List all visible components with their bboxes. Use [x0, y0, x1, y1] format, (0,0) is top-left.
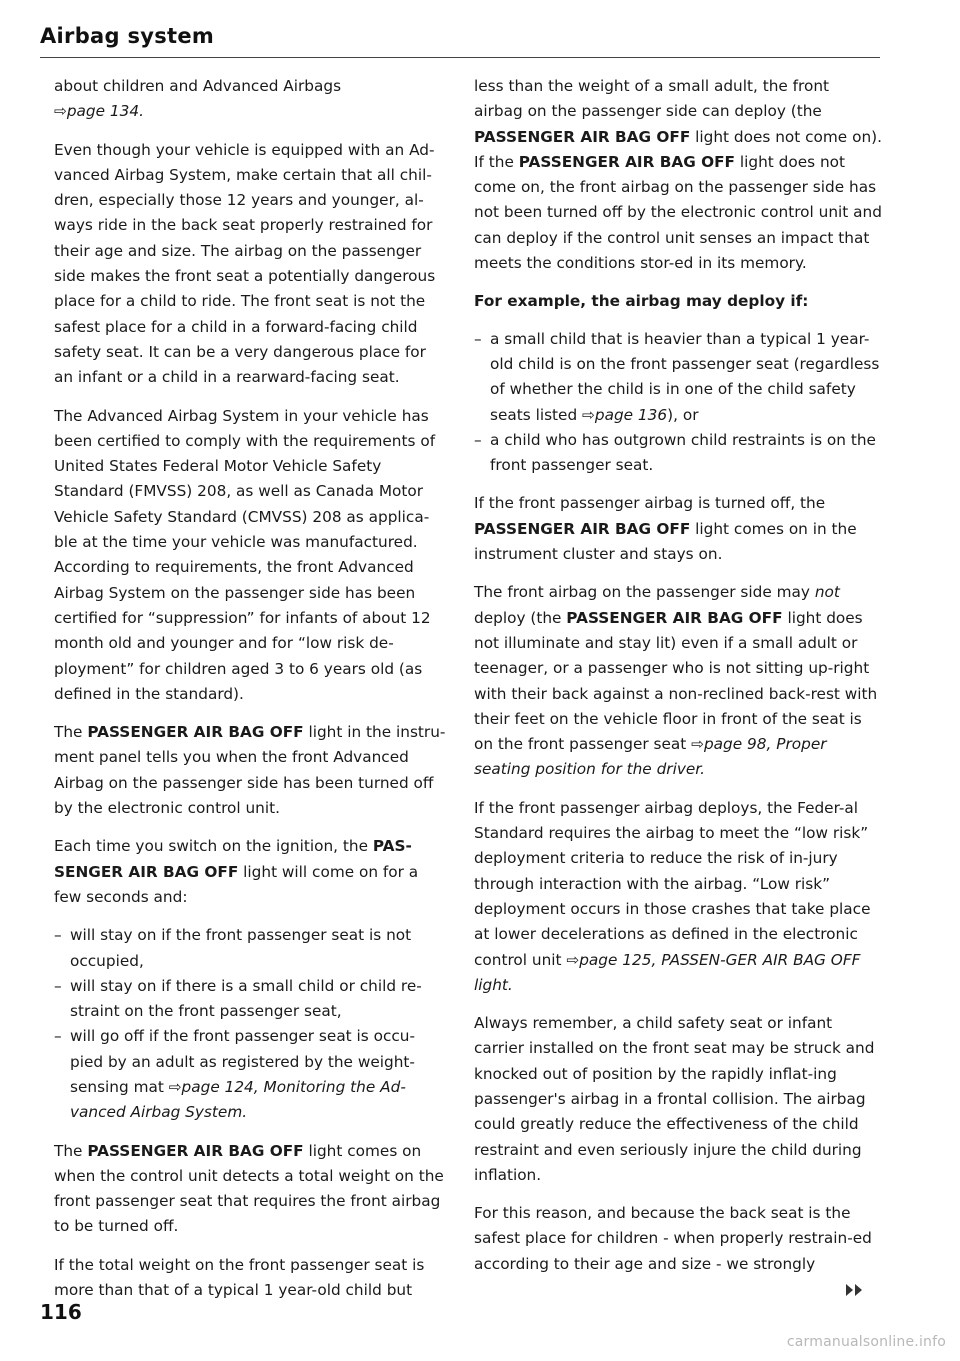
- indicator-name: PASSENGER AIR BAG OFF: [87, 723, 304, 742]
- watermark: carmanualsonline.info: [786, 1334, 946, 1350]
- bullet-list: [54, 923, 446, 1125]
- paragraph: [54, 720, 446, 821]
- paragraph: For this reason, and because the back seat is the safest place for children - when properly restrain-ed according to their age and size - we strongly: [474, 1204, 872, 1273]
- indicator-name: PAS-SENGER AIR BAG OFF: [54, 837, 412, 881]
- page-number: 116: [40, 1300, 82, 1324]
- left-column: [54, 74, 446, 1316]
- text: The: [54, 1141, 88, 1160]
- paragraph: Always remember, a child safety seat or infant carrier installed on the front seat may be struck and knocked out of position by the rapidly inflat-ing passenger's airbag in a frontal collision. The airbag could greatly reduce the effectiveness of the child restraint and even seriously injure the child during inflation.: [474, 1014, 875, 1184]
- text: If the front passenger airbag is turned off, the: [474, 494, 826, 513]
- bullet-list: [474, 327, 882, 479]
- list-item-text: will go off if the front passenger seat is occu-pied by an adult as registered by the weight-sensing mat: [70, 1027, 416, 1096]
- header-divider: [40, 57, 880, 58]
- text: light will come on for a few seconds and:: [54, 862, 419, 906]
- paragraph: If the total weight on the front passenger seat is more than that of a typical 1 year-old child but: [54, 1255, 425, 1300]
- text: light in the instru-ment panel tells you when the front Advanced Airbag on the passenger side has been turned off by the electronic control unit.: [54, 723, 446, 818]
- paragraph: Even though your vehicle is equipped with an Ad-vanced Airbag System, make certain that all chil-dren, especially those 12 years and younger, al-ways ride in the back seat properly restrained for their age and size. The airbag on the passenger side makes the front seat a potentially dangerous place for a child to ride. The front seat is not the safest place for a child in a forward-facing child safety seat. It can be a very dangerous place for an infant or a child in a rearward-facing seat.: [54, 140, 436, 387]
- paragraph: [54, 74, 446, 125]
- page-reference-link[interactable]: ⇨page 134.: [54, 102, 144, 121]
- paragraph: The Advanced Airbag System in your vehicle has been certified to comply with the requirements of United States Federal Motor Vehicle Safety Standard (FMVSS) 208, as well as Canada Motor Vehicle Safety Standard (CMVSS) 208 as applica-ble at the time your vehicle was manufactured. According to requirements, the front Advanced Airbag System on the passenger side has been certified for “suppression” for infants of about 12 month old and younger and for “low risk de-ployment” for children aged 3 to 6 years old (as defined in the standard).: [54, 406, 436, 703]
- list-item: – will stay on if there is a small child or child re-straint on the front passenger seat,: [54, 976, 422, 1021]
- list-item: – a small child that is heavier than a typical 1 year-old child is on the front passenger seat (regardless of whether the child is in one of the child safety seats listed ⇨page 136), or: [474, 329, 880, 424]
- text: light does not illuminate and stay lit) even if a small adult or teenager, or a passenger who is not sitting up-right with their back against a non-reclined back-rest with their feet on the vehicle floor in front of the seat is on the front passenger seat: [474, 608, 878, 754]
- list-item-text: a child who has outgrown child restraints is on the front passenger seat.: [490, 430, 876, 475]
- text: light comes on when the control unit detects a total weight on the front passenger seat that requires the front airbag to be turned off.: [54, 1141, 444, 1236]
- paragraph: [474, 796, 882, 998]
- list-item: – will go off if the front passenger seat is occu-pied by an adult as registered by the weight-sensing mat ⇨page 124, Monitoring the Ad-vanced Airbag System.: [54, 1027, 416, 1122]
- text: Each time you switch on the ignition, the: [54, 837, 373, 856]
- text: The: [54, 723, 88, 742]
- indicator-name: PASSENGER AIR BAG OFF: [566, 608, 783, 627]
- right-column: [474, 74, 882, 1290]
- list-item-text: will stay on if there is a small child or child re-straint on the front passenger seat,: [70, 976, 422, 1021]
- paragraph: [474, 580, 882, 782]
- paragraph: [54, 834, 446, 910]
- text: deploy (the: [474, 608, 567, 627]
- text: If the front passenger airbag deploys, the Feder-al Standard requires the airbag to meet the “low risk” deployment criteria to reduce the risk of in-jury through interaction with the airbag. “Low risk” deployment occurs in those crashes that take place at lower decelerations as defined in the electronic control unit: [474, 798, 871, 969]
- text: less than the weight of a small adult, the front airbag on the passenger side can deploy (the: [474, 77, 830, 121]
- page-header: [40, 24, 880, 58]
- list-item-text: will stay on if the front passenger seat is not occupied,: [70, 926, 412, 970]
- page-reference-link[interactable]: ⇨page 125, PASSEN-GER AIR BAG OFF light.: [474, 950, 861, 994]
- indicator-name: PASSENGER AIR BAG OFF: [518, 152, 736, 171]
- list-item: – will stay on if the front passenger seat is not occupied,: [54, 926, 412, 970]
- list-item-text: ), or: [667, 405, 699, 424]
- page-reference-link[interactable]: ⇨page 124, Monitoring the Ad-vanced Airbag System.: [70, 1077, 406, 1122]
- paragraph: [474, 74, 882, 276]
- list-item-text: a small child that is heavier than a typical 1 year-old child is on the front passenger seat (regardless of whether the child is in one of the child safety seats listed: [490, 329, 880, 424]
- emphasis: not: [814, 583, 840, 602]
- indicator-name: PASSENGER AIR BAG OFF: [87, 1141, 304, 1160]
- list-item: – a child who has outgrown child restraints is on the front passenger seat.: [474, 430, 876, 475]
- continue-arrow-icon: [846, 1284, 864, 1296]
- paragraph: [474, 491, 882, 567]
- indicator-name: PASSENGER AIR BAG OFF: [474, 127, 691, 146]
- page-reference-link[interactable]: ⇨page 136: [582, 405, 668, 424]
- paragraph: [54, 1139, 446, 1240]
- indicator-name: PASSENGER AIR BAG OFF: [474, 519, 691, 538]
- text: light does not come on, the front airbag on the passenger side has not been turned off by the electronic control unit and can deploy if the control unit senses an impact that meets the conditions stor-ed in its memory.: [474, 152, 882, 273]
- section-title: Airbag system: [40, 24, 215, 48]
- text: about children and Advanced Airbags: [54, 77, 342, 95]
- text: The front airbag on the passenger side may: [474, 583, 815, 602]
- page-reference-link[interactable]: ⇨page 98, Proper seating position for the driver.: [474, 735, 827, 779]
- subheading: For example, the airbag may deploy if:: [474, 292, 809, 311]
- text: light comes on in the instrument cluster and stays on.: [474, 519, 857, 564]
- text: light does not come on). If the: [474, 127, 882, 171]
